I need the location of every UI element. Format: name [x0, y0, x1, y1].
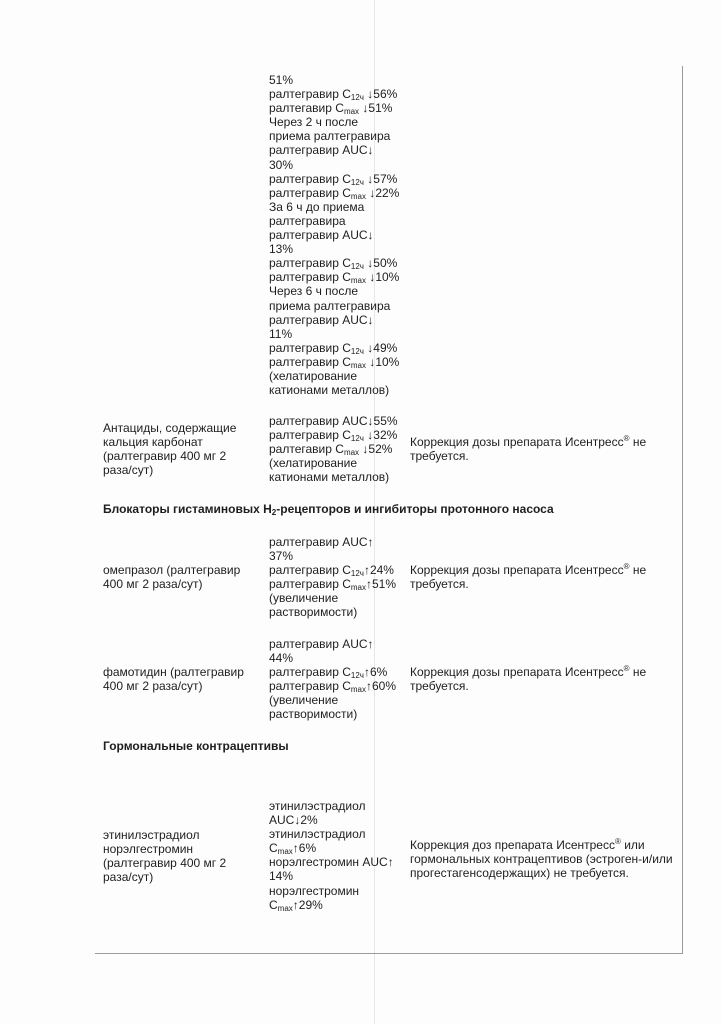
recommendation-cell — [410, 665, 678, 693]
effect-cell — [269, 637, 409, 722]
text-line: 400 мг 2 раза/сут) — [103, 577, 203, 592]
effect-cell — [269, 414, 409, 484]
registered-mark: ® — [623, 664, 630, 673]
subscript: max — [343, 448, 360, 458]
text-line: Коррекция дозы препарата Исентресс® не требуется. — [410, 434, 647, 464]
text-line: За 6 ч до приема — [269, 199, 365, 214]
subscript: max — [277, 903, 293, 913]
text-line: Коррекция доз препарата Исентресс® или гормональных контрацептивов (эстроген-и/или прогестагенсодержащих) не требуется. — [410, 837, 673, 881]
text-line: раза/сут) — [103, 870, 154, 885]
text-line: Коррекция дозы препарата Исентресс® не требуется. — [410, 562, 647, 592]
text-line: 37% — [269, 549, 294, 564]
recommendation-cell — [410, 435, 678, 463]
text-line: 13% — [269, 242, 294, 257]
effect-cell — [269, 799, 409, 912]
text-line: 30% — [269, 157, 294, 172]
text-line: (ралтегравир 400 мг 2 — [103, 449, 227, 464]
text-line: ралтегравир AUC↓55% — [269, 414, 398, 428]
text-line: кальция карбонат — [103, 435, 203, 450]
subscript: max — [277, 847, 293, 857]
text-line: ралтегравир $C_{12ч}↑24\%$ — [269, 563, 394, 579]
drug-cell — [103, 665, 263, 693]
text-line: норэлгестромин AUC↑ — [269, 855, 394, 870]
text-line: 44% — [269, 651, 294, 666]
text-line: (хелатирование — [269, 368, 358, 383]
subscript: 12ч — [350, 671, 364, 681]
text-line: ралтегравира — [269, 213, 346, 228]
text-line: раза/сут) — [103, 463, 154, 478]
text-line: приема ралтегравира — [269, 129, 391, 144]
subscript: 12ч — [350, 262, 364, 272]
subscript: 2 — [271, 508, 277, 517]
text-line: (ралтегравир 400 мг 2 — [103, 856, 227, 871]
text-line: AUC↓2% — [269, 813, 318, 828]
recommendation-cell — [410, 838, 678, 880]
text-line: ралтегравир $C_{12ч}$ ↓57% — [269, 171, 398, 187]
subscript: 12ч — [350, 434, 364, 444]
text-line: 51% — [269, 73, 294, 87]
text-line: омепразол (ралтегравир — [103, 563, 241, 577]
section-header-hormonal: Гормональные контрацептивы — [103, 739, 289, 753]
text-line: 11% — [269, 326, 293, 341]
registered-mark: ® — [614, 837, 621, 846]
subscript: max — [350, 583, 366, 593]
text-line: (хелатирование — [269, 456, 358, 471]
text-line: Через 2 ч после — [269, 115, 359, 130]
text-line: ралтегравир $C_{max}$ ↓10% — [269, 354, 400, 370]
text-line: ралтегравир AUC↑ — [269, 637, 374, 651]
subscript: max — [350, 360, 366, 370]
text-line: ралтегравир $C_{12ч}$ ↓56% — [269, 87, 398, 103]
text-line: этинилэстрадиол — [103, 828, 200, 842]
drug-cell — [103, 563, 263, 591]
text-line: $C_{max}↑29\%$ — [269, 897, 323, 913]
text-line: ралтегравир $C_{12ч}↑6\%$ — [269, 665, 388, 681]
text-line: катионами металлов) — [269, 383, 390, 398]
text-line: Через 6 ч после — [269, 284, 359, 299]
text-line: этинилэстрадиол — [269, 799, 366, 813]
text-line: (увеличение — [269, 591, 339, 606]
subscript: max — [350, 276, 366, 286]
text-line: ралтегравир AUC↓ — [269, 312, 374, 327]
registered-mark: ® — [623, 434, 630, 443]
subscript: 12ч — [350, 93, 364, 103]
effect-cell — [269, 535, 409, 620]
text-line: 14% — [269, 869, 294, 884]
text-line: ралтегравир $C_{max}↑60\%$ — [269, 679, 397, 695]
section-header-h2-blockers — [103, 502, 554, 516]
text-line: растворимости) — [269, 605, 358, 620]
text-line: ралтегавир $C_{max}$ ↓52% — [269, 442, 393, 458]
text-line: Антациды, содержащие — [103, 421, 237, 435]
subscript: max — [350, 191, 366, 201]
text-line: ралтегравир $C_{max}$ ↓22% — [269, 185, 400, 201]
text-line: ралтегравир $C_{max}↑51\%$ — [269, 577, 397, 593]
text-line: фамотидин (ралтегравир — [103, 665, 244, 679]
text-line: Блокаторы гистаминовых $H_2$-рецепторов и ингибиторы протонного насоса — [103, 502, 554, 517]
text-line: ралтегравир $C_{12ч}$ ↓32% — [269, 428, 398, 444]
text-line: ралтегравир $C_{max}$ ↓10% — [269, 270, 400, 286]
subscript: 12ч — [350, 346, 364, 356]
text-line: Коррекция дозы препарата Исентресс® не требуется. — [410, 664, 647, 694]
text-line: ралтегравир AUC↓ — [269, 228, 374, 243]
text-line: ралтегавир $C_{max}$ ↓51% — [269, 101, 393, 117]
subscript: 12ч — [350, 177, 364, 187]
text-line: 400 мг 2 раза/сут) — [103, 679, 203, 694]
text-line: растворимости) — [269, 707, 358, 722]
text-line: (увеличение — [269, 693, 339, 708]
text-line: норэлгестромин — [103, 842, 194, 857]
effect-cell — [269, 73, 409, 397]
text-line: приема ралтегравира — [269, 298, 391, 313]
text-line: ралтегравир AUC↑ — [269, 535, 374, 549]
registered-mark: ® — [623, 562, 630, 571]
text-line: ралтегравир $C_{12ч}$ ↓49% — [269, 340, 398, 356]
text-line: ралтегравир $C_{12ч}$ ↓50% — [269, 256, 398, 272]
drug-cell — [103, 421, 263, 477]
recommendation-cell — [410, 563, 678, 591]
text-line: норэлгестромин — [269, 883, 360, 898]
text-line: катионами металлов) — [269, 470, 390, 485]
drug-cell — [103, 828, 263, 884]
subscript: 12ч — [350, 569, 364, 579]
text-line: $C_{max}↑6\%$ — [269, 841, 317, 857]
text-line: ралтегравир AUC↓ — [269, 143, 374, 158]
text-line: этинилэстрадиол — [269, 827, 366, 842]
subscript: max — [343, 107, 360, 117]
subscript: max — [350, 685, 366, 695]
